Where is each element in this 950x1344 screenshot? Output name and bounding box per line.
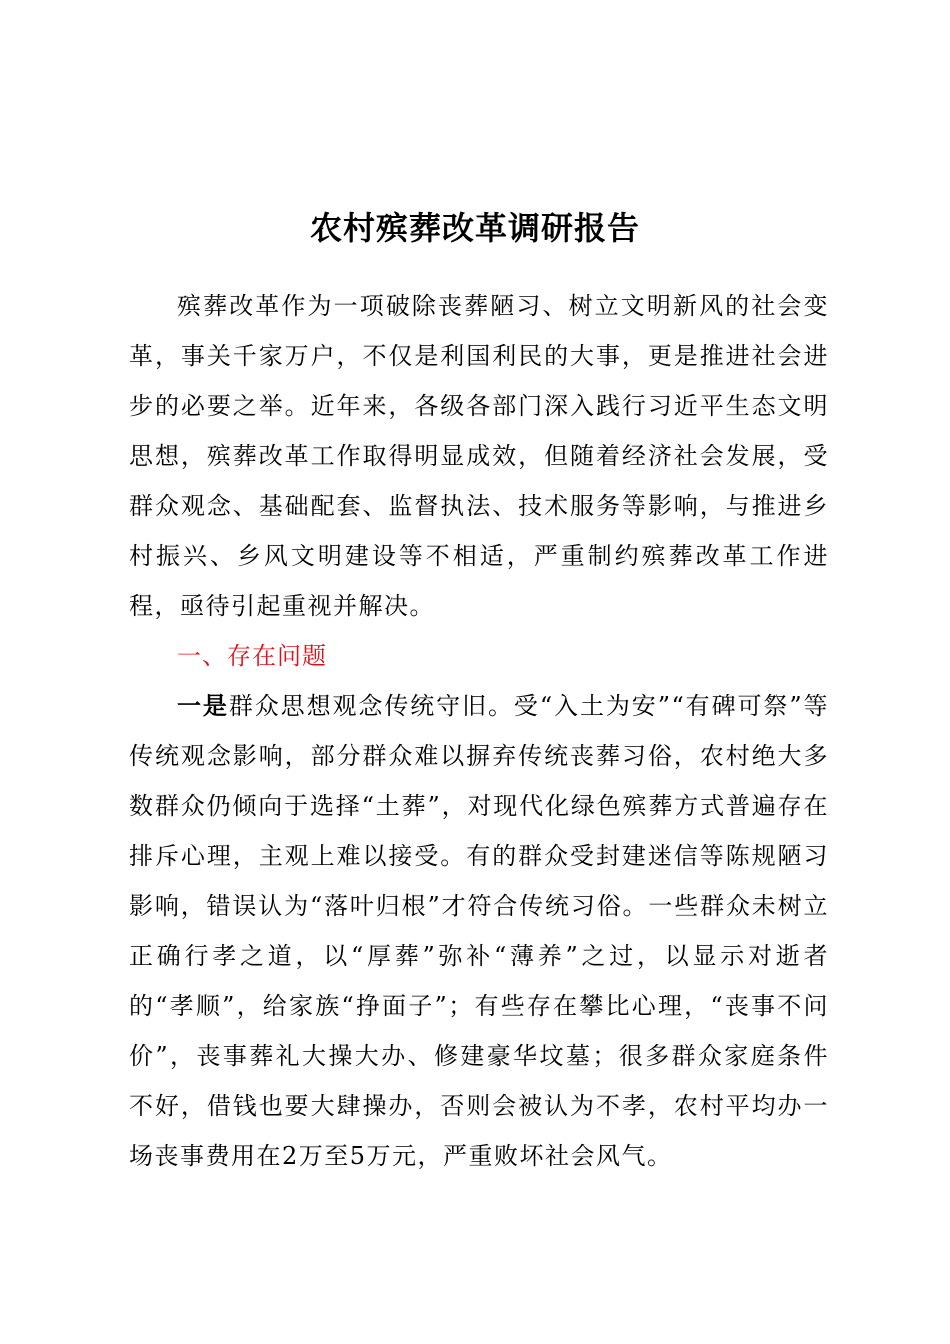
section-heading-problems: 一、存在问题 bbox=[177, 642, 327, 670]
problem-paragraph-1 bbox=[129, 681, 829, 1181]
paragraph-body-text: 群众思想观念传统守旧。受“入土为安”“有碑可祭”等传统观念影响，部分群众难以摒弃传统丧葬习俗，农村绝大多数群众仍倾向于选择“土葬”，对现代化绿色殡葬方式普遍存在排斥心理，主观上难以接受。有的群众受封建迷信等陈规陋习影响，错误认为“落叶归根”才符合传统习俗。一些群众未树立正确行孝之道，以“厚葬”弥补“薄养”之过，以显示对逝者的“孝顺”，给家族“挣面子”；有些存在攀比心理，“丧事不问价”，丧事葬礼大操大办、修建豪华坟墓；很多群众家庭条件不好，借钱也要大肆操办，否则会被认为不孝，农村平均办一场丧事费用在2万至5万元，严重败坏社会风气。 bbox=[129, 692, 830, 1170]
document-title: 农村殡葬改革调研报告 bbox=[309, 209, 640, 247]
intro-paragraph: 殡葬改革作为一项破除丧葬陋习、树立文明新风的社会变革，事关千家万户，不仅是利国利民的大事，更是推进社会进步的必要之举。近年来，各级各部门深入践行习近平生态文明思想，殡葬改革工作取得明显成效，但随着经济社会发展，受群众观念、基础配套、监督执法、技术服务等影响，与推进乡村振兴、乡风文明建设等不相适，严重制约殡葬改革工作进程，亟待引起重视并解决。 bbox=[129, 292, 829, 620]
paragraph-lead-label: 一是 bbox=[177, 692, 229, 720]
